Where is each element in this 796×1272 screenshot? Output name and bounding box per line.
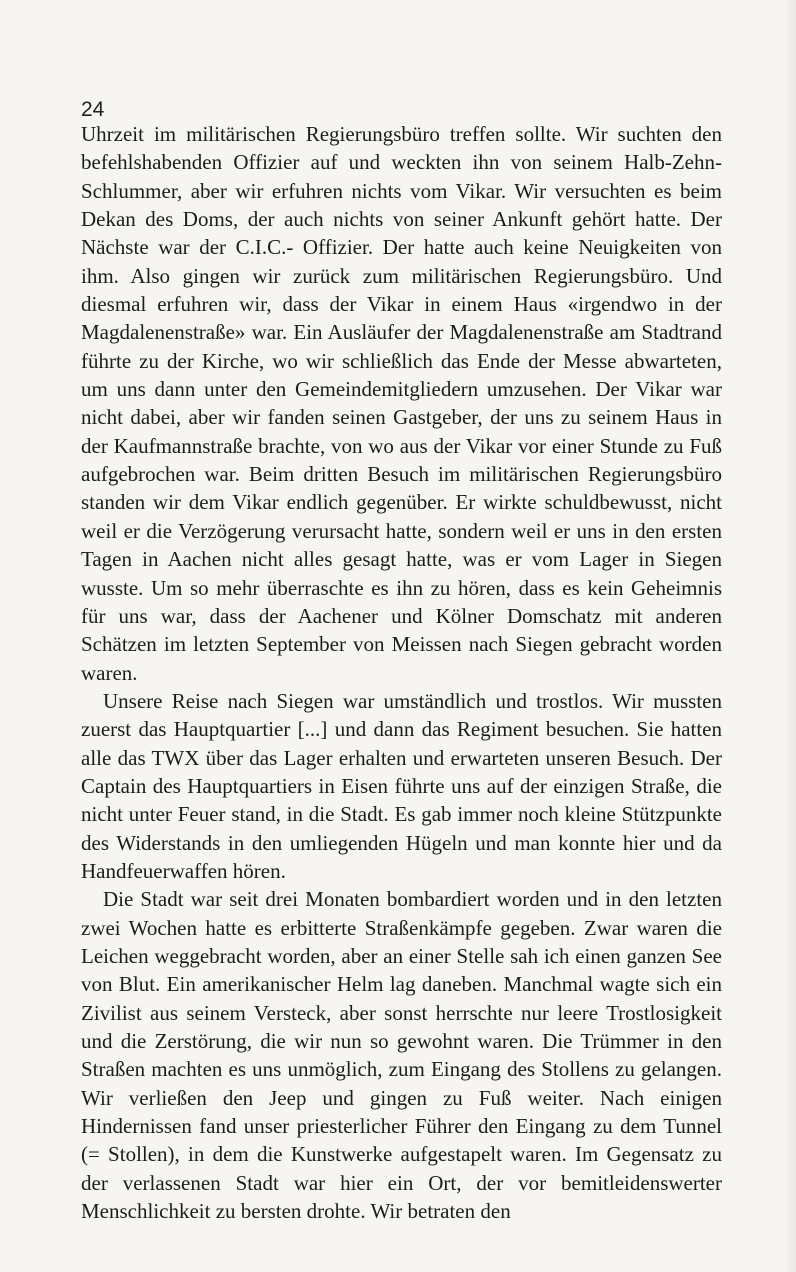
- paragraph-3: Die Stadt war seit drei Monaten bombardiert worden und in den letzten zwei Wochen hatte es erbitterte Straßenkämpfe gegeben. Zwar waren die Leichen weggebracht worden, aber an einer Stelle sah ich einen ganzen See von Blut. Ein amerikanischer Helm lag daneben. Manchmal wagte sich ein Zivilist aus seinem Versteck, aber sonst herrschte nur leere Trostlosigkeit und die Zerstörung, die wir nun so gewohnt waren. Die Trümmer in den Straßen machten es uns unmöglich, zum Eingang des Stollens zu gelangen. Wir verließen den Jeep und gingen zu Fuß weiter. Nach einigen Hindernissen fand unser priesterlicher Führer den Eingang zu dem Tunnel (= Stollen), in dem die Kunstwerke aufgestapelt waren. Im Gegensatz zu der verlassenen Stadt war hier ein Ort, der vor bemitleidenswerter Menschlichkeit zu bersten drohte. Wir betraten den: [81, 887, 722, 1224]
- paragraph-2: Unsere Reise nach Siegen war umständlich und trostlos. Wir mussten zuerst das Hauptquartier [...] und dann das Regiment besuchen. Sie hatten alle das TWX über das Lager erhalten und erwarteten unseren Besuch. Der Captain des Hauptquartiers in Eisen führte uns auf der einzigen Straße, die nicht unter Feuer stand, in die Stadt. Es gab immer noch kleine Stützpunkte des Widerstands in den umliegenden Hügeln und man konnte hier und da Handfeuerwaffen hören.: [81, 688, 722, 883]
- page-edge-shadow: [782, 0, 796, 1272]
- paragraph-1: Uhrzeit im militärischen Regierungsbüro treffen sollte. Wir suchten den befehlshabenden Offizier auf und weckten ihn von seinem Halb-Zehn-Schlummer, aber wir erfuhren nichts vom Vikar. Wir versuchten es beim Dekan des Doms, der auch nichts von seiner Ankunft gehört hatte. Der Nächste war der C.I.C.- Offizier. Der hatte auch keine Neuigkeiten von ihm. Also gingen wir zurück zum militärischen Regierungsbüro. Und diesmal erfuhren wir, dass der Vikar in einem Haus «irgendwo in der Magdalenenstraße» war. Ein Ausläufer der Magdalenenstraße am Stadtrand führte zu der Kirche, wo wir schließlich das Ende der Messe abwarteten, um uns dann unter den Gemeindemitgliedern umzusehen. Der Vikar war nicht dabei, aber wir fanden seinen Gastgeber, der uns zu seinem Haus in der Kaufmannstraße brachte, von wo aus der Vikar vor einer Stunde zu Fuß aufgebrochen war. Beim dritten Besuch im militärischen Regierungsbüro standen wir dem Vikar endlich gegenüber. Er wirkte schuldbewusst, nicht weil er die Verzögerung verursacht hatte, sondern weil er uns in den ersten Tagen in Aachen nicht alles gesagt hatte, was er vom Lager in Siegen wusste. Um so mehr überraschte es ihn zu hören, dass es kein Geheimnis für uns war, dass der Aachener und Kölner Domschatz mit anderen Schätzen im letzten September von Meissen nach Siegen gebracht worden waren.: [81, 122, 722, 685]
- body-text: [81, 120, 722, 1225]
- page-number: 24: [81, 98, 105, 121]
